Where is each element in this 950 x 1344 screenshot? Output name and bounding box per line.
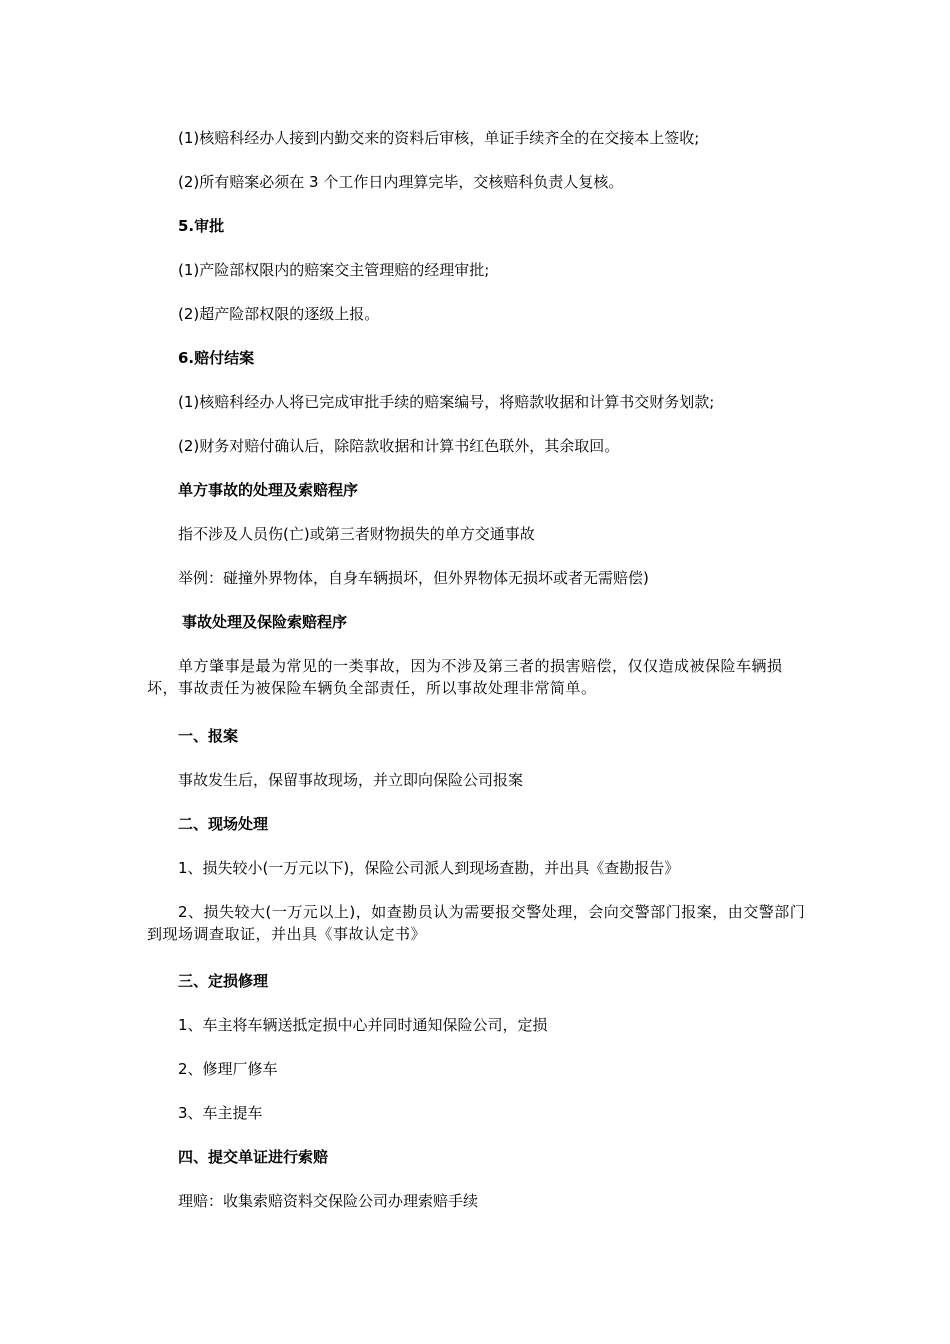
paragraph: (1)核赔科经办人将已完成审批手续的赔案编号，将赔款收据和计算书交财务划款; [178, 393, 715, 411]
section-heading: 事故处理及保险索赔程序 [182, 613, 348, 631]
paragraph: 1、损失较小(一万元以下)，保险公司派人到现场查勘，并出具《查勘报告》 [178, 859, 680, 877]
section-heading: 四、提交单证进行索赔 [178, 1148, 329, 1166]
paragraph: (2)财务对赔付确认后，除陪款收据和计算书红色联外，其余取回。 [178, 437, 620, 455]
paragraph: 理赔：收集索赔资料交保险公司办理索赔手续 [178, 1192, 479, 1210]
paragraph: 举例：碰撞外界物体，自身车辆损坏，但外界物体无损坏或者无需赔偿) [178, 569, 649, 587]
paragraph: (2)超产险部权限的逐级上报。 [178, 305, 380, 323]
paragraph: 指不涉及人员伤(亡)或第三者财物损失的单方交通事故 [178, 525, 535, 543]
section-heading: 5.审批 [178, 217, 225, 235]
paragraph: (2)所有赔案必须在 3 个工作日内理算完毕，交核赔科负责人复核。 [178, 173, 624, 191]
paragraph: 单方肇事是最为常见的一类事故，因为不涉及第三者的损害赔偿，仅仅造成被保险车辆损坏，事故责任为被保险车辆负全部责任，所以事故处理非常简单。 [147, 657, 783, 697]
paragraph: 2、修理厂修车 [178, 1060, 278, 1078]
section-heading: 一、报案 [178, 727, 239, 745]
paragraph: 3、车主提车 [178, 1104, 263, 1122]
paragraph: 2、损失较大(一万元以上)，如查勘员认为需要报交警处理，会向交警部门报案，由交警部门到现场调查取证，并出具《事故认定书》 [147, 903, 806, 943]
section-heading: 二、现场处理 [178, 815, 269, 833]
section-heading: 6.赔付结案 [178, 349, 255, 367]
paragraph: (1)产险部权限内的赔案交主管理赔的经理审批; [178, 261, 490, 279]
paragraph: 1、车主将车辆送抵定损中心并同时通知保险公司，定损 [178, 1016, 548, 1034]
paragraph: 事故发生后，保留事故现场，并立即向保险公司报案 [178, 771, 524, 789]
section-heading: 三、定损修理 [178, 972, 269, 990]
paragraph: (1)核赔科经办人接到内勤交来的资料后审核，单证手续齐全的在交接本上签收; [178, 129, 700, 147]
section-heading: 单方事故的处理及索赔程序 [178, 481, 359, 499]
